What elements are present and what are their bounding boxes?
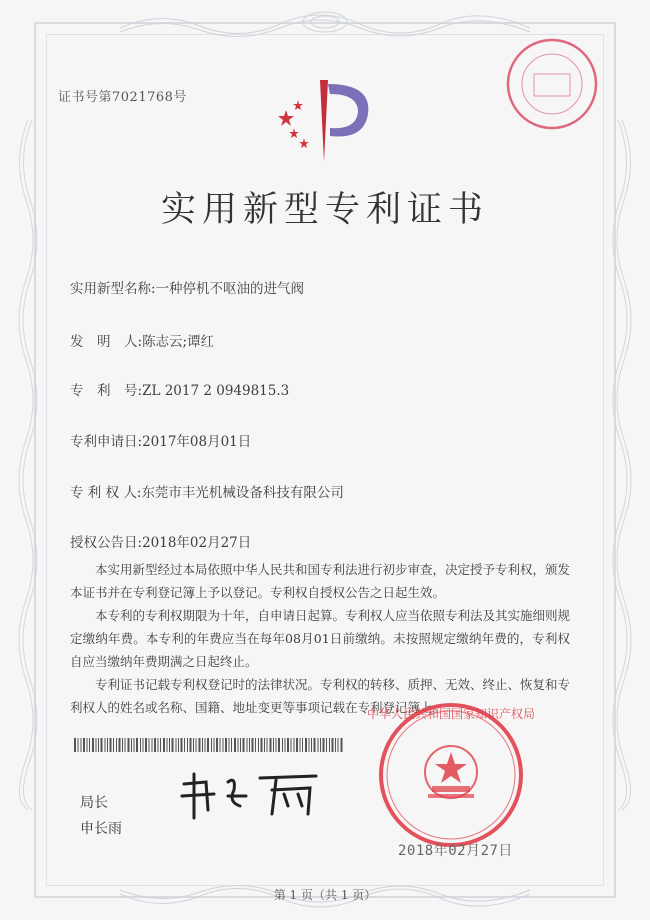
inventor-row: [70, 330, 214, 350]
page-footer: 第 1 页（共 1 页）: [273, 888, 377, 902]
seal-text: 中华人民共和国国家知识产权局: [366, 707, 536, 721]
utility-model-name-label: 实用新型名称:: [70, 281, 156, 297]
grant-date-value: 2018年02月27日: [142, 535, 252, 551]
filing-date-row: [70, 430, 251, 450]
verification-stamp: [504, 36, 600, 132]
certificate-title: 实用新型专利证书: [160, 190, 489, 230]
certificate-number: 证书号第7021768号: [58, 90, 187, 105]
top-ornament: [120, 8, 530, 38]
inventor-value: 陈志云;谭红: [142, 334, 215, 350]
patent-office-logo: [272, 70, 382, 170]
body-paragraph-grant: 本实用新型经过本局依照中华人民共和国专利法进行初步审查，决定授予专利权，颁发本证书并在专利登记簿上予以登记。专利权自授权公告之日起生效。: [70, 562, 571, 600]
utility-model-name-value: 一种停机不呕油的进气阀: [155, 281, 305, 297]
patent-number-row: [70, 379, 289, 399]
director-title: 局长: [80, 795, 108, 811]
director-name: 申长雨: [80, 821, 122, 837]
patent-holder-row: [70, 481, 344, 501]
patent-holder-value: 东莞市丰光机械设备科技有限公司: [141, 485, 344, 501]
patent-holder-label: 专 利 权 人:: [70, 485, 142, 501]
seal-date: 2018年02月27日: [398, 843, 513, 859]
body-paragraph-register: 专利证书记载专利权登记时的法律状况。专利权的转移、质押、无效、终止、恢复和专利权人的姓名或名称、国籍、地址变更等事项记载在专利登记簿上。: [70, 677, 571, 715]
inventor-label: 发 明 人:: [70, 334, 143, 350]
patent-number-label: 专 利 号:: [70, 383, 143, 399]
filing-date-label: 专利申请日:: [70, 434, 143, 450]
certificate-body: [70, 558, 570, 719]
utility-model-name-row: [70, 277, 304, 297]
barcode: [74, 738, 344, 752]
national-ip-office-seal: [366, 700, 536, 850]
patent-number-value: ZL 2017 2 0949815.3: [142, 383, 290, 399]
grant-date-label: 授权公告日:: [70, 535, 143, 551]
filing-date-value: 2017年08月01日: [142, 434, 252, 450]
body-paragraph-term: 本专利的专利权期限为十年，自申请日起算。专利权人应当依照专利法及其实施细则规定缴纳年费。本专利的年费应当在每年08月01日前缴纳。未按照规定缴纳年费的，专利权自应当缴纳年费期满之日起终止。: [70, 608, 571, 669]
director-signature: [176, 766, 326, 820]
grant-date-row: [70, 531, 251, 551]
